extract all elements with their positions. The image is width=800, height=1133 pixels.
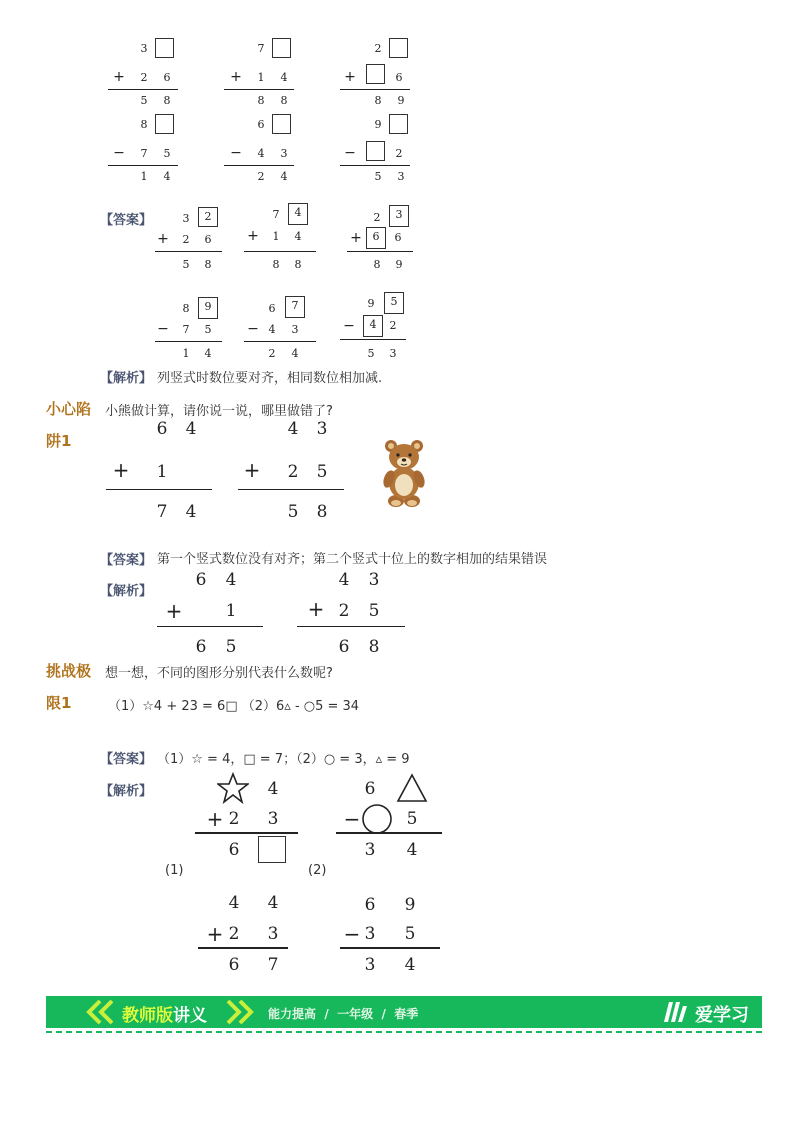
square-icon — [258, 836, 286, 863]
challenge-title-2: 限1 — [46, 694, 72, 712]
trap-title-2: 阱1 — [46, 432, 72, 450]
trap-title: 小心陷 — [46, 400, 92, 418]
bear-illustration — [380, 437, 428, 509]
answer-label-3: 【答案】 — [100, 752, 153, 767]
answer-box: 9 — [198, 297, 218, 319]
challenge-question: 想一想，不同的图形分别代表什么数呢? — [105, 666, 333, 681]
blank-box — [155, 38, 174, 58]
footer-banner — [46, 996, 762, 1028]
footer-title: 教师版讲义 — [122, 1006, 207, 1026]
blank-box — [366, 64, 385, 84]
analysis-text: 列竖式时数位要对齐，相同数位相加减. — [157, 371, 383, 386]
analysis-label-3: 【解析】 — [100, 784, 153, 799]
brand-logo-icon — [662, 1000, 692, 1024]
footer-breadcrumb: 能力提高 / 一年级 / 春季 — [268, 1007, 419, 1021]
star-icon — [217, 772, 249, 804]
blank-box — [389, 38, 408, 58]
footer-dashed-line — [46, 1031, 762, 1033]
blank-box — [389, 114, 408, 134]
blank-box — [272, 38, 291, 58]
answer-box: 4 — [363, 315, 383, 337]
challenge-answer: （1）☆ = 4，□ = 7；（2）○ = 3，▵ = 9 — [157, 752, 410, 767]
blank-box — [366, 141, 385, 161]
circle-icon — [361, 803, 393, 835]
answer-label-2: 【答案】 — [100, 553, 153, 568]
blank-box — [272, 114, 291, 134]
brand-logo-text: 爱学习 — [695, 1005, 749, 1026]
answer-label: 【答案】 — [100, 213, 153, 228]
analysis-label: 【解析】 — [100, 371, 153, 386]
challenge-title: 挑战极 — [46, 662, 92, 680]
trap-answer: 第一个竖式数位没有对齐；第二个竖式十位上的数字相加的结果错误 — [157, 552, 548, 567]
answer-box: 7 — [285, 296, 305, 318]
answer-box: 2 — [198, 207, 218, 227]
triangle-icon — [396, 773, 428, 803]
answer-box: 6 — [366, 227, 386, 249]
part1-label: (1) — [165, 863, 184, 878]
double-chevron-left-icon — [84, 999, 118, 1025]
answer-box: 5 — [384, 292, 404, 314]
double-chevron-right-icon — [222, 999, 256, 1025]
answer-box: 3 — [389, 205, 409, 227]
challenge-problem: （1）☆4 + 23 = 6□ （2）6▵ - ○5 = 34 — [108, 699, 360, 714]
answer-box: 4 — [288, 203, 308, 225]
analysis-label-2: 【解析】 — [100, 584, 153, 599]
trap-question: 小熊做计算，请你说一说，哪里做错了? — [105, 404, 333, 419]
blank-box — [155, 114, 174, 134]
part2-label: (2) — [308, 863, 327, 878]
